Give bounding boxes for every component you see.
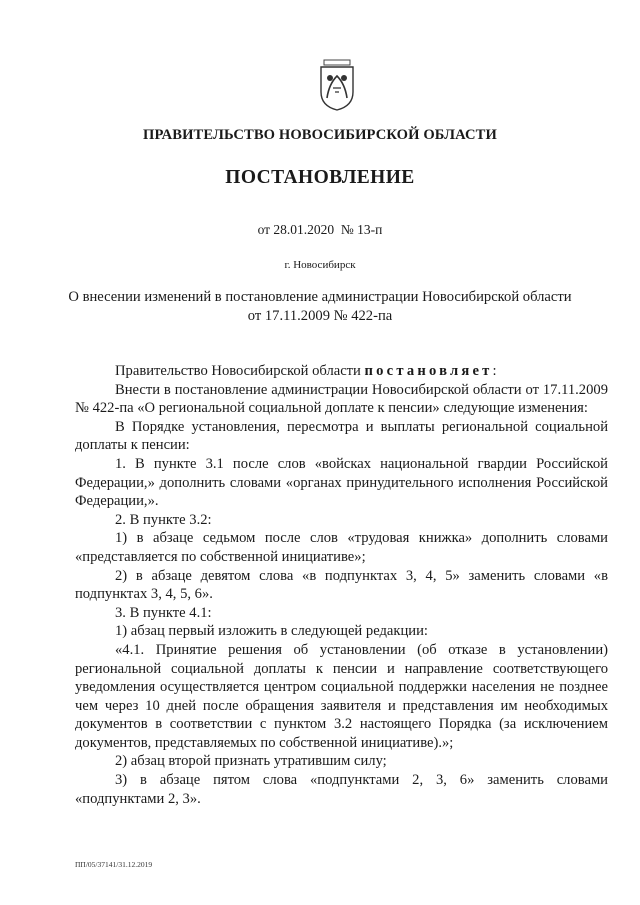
intro-suffix: : [492, 363, 497, 379]
paragraph: 1. В пункте 3.1 после слов «войсках национальной гвардии Российской Федерации,» дополнить словами «органах принудительного исполнения Российской Федерации,». [75, 455, 608, 510]
document-body [75, 362, 608, 808]
paragraph: 2) в абзаце девятом слова «в подпунктах 3, 4, 5» заменить словами «в подпунктах 3, 4, 5, 6». [75, 567, 608, 603]
intro-paragraph [75, 362, 608, 381]
city: г. Новосибирск [284, 259, 356, 271]
paragraph: «4.1. Принятие решения об установлении (об отказе в установлении) региональной социальной доплаты к пенсии и направление соответствующего уведомления осуществляется центром социальной поддержки населения не позднее чем через 10 дней после обращения заявителя и представления им необходимых документов в соответствии с пунктом 3.2 настоящего Порядка (за исключением документов, представляемых по собственной инициативе).»; [75, 641, 608, 751]
paragraph: В Порядке установления, пересмотра и выплаты региональной социальной доплаты к пенсии: [75, 418, 608, 454]
paragraph: 2. В пункте 3.2: [115, 511, 212, 528]
intro-spaced: постановляет [364, 363, 493, 379]
date-number: от 28.01.2020 № 13-п [257, 222, 383, 237]
paragraph: 3) в абзаце пятом слова «подпунктами 2, 3, 6» заменить словами «подпунктами 2, 3». [75, 772, 608, 807]
subject [0, 288, 640, 326]
footer-code: ПП/05/37141/31.12.2019 [75, 860, 153, 869]
paragraph: Внести в постановление администрации Новосибирской области от 17.11.2009 № 422-па «О региональной социальной доплате к пенсии» следующие изменения: [75, 381, 608, 417]
intro-prefix: Правительство Новосибирской области [115, 363, 365, 379]
paragraph: 2) абзац второй признать утратившим силу; [115, 753, 387, 770]
organization-title: ПРАВИТЕЛЬСТВО НОВОСИБИРСКОЙ ОБЛАСТИ [143, 127, 497, 143]
subject-line: от 17.11.2009 № 422-па [247, 308, 393, 324]
paragraph: 1) абзац первый изложить в следующей редакции: [115, 623, 428, 640]
document-type: ПОСТАНОВЛЕНИЕ [225, 167, 415, 188]
paragraph: 1) в абзаце седьмом после слов «трудовая книжка» дополнить словами «представляется по собственной инициативе»; [75, 530, 608, 565]
subject-line: О внесении изменений в постановление администрации Новосибирской области [68, 289, 572, 305]
paragraph: 3. В пункте 4.1: [115, 604, 212, 621]
coat-of-arms-icon [315, 58, 359, 112]
